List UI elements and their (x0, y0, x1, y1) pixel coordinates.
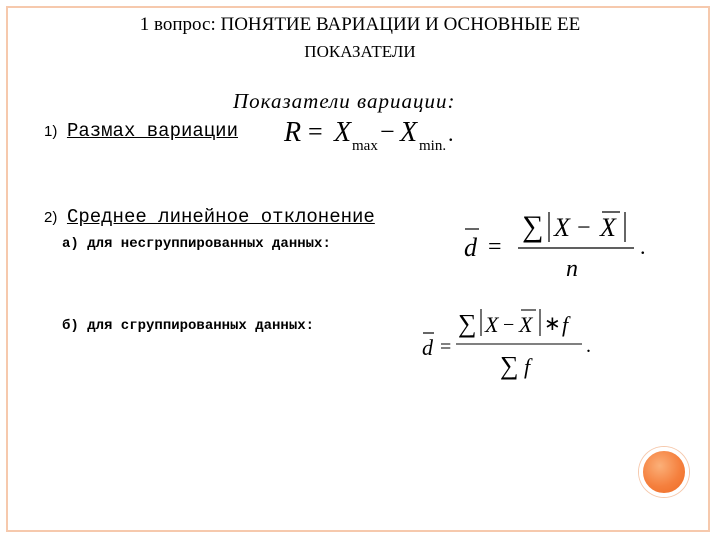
formula-subscript: max (352, 138, 378, 154)
formula-symbol: − (380, 117, 395, 146)
formula-symbol: . (586, 335, 591, 357)
formula-sum-sign: ∑ (500, 351, 519, 380)
formula-subscript: min. (419, 138, 447, 154)
subheading: Показатели вариации: (233, 89, 456, 113)
formula-symbol: . (640, 234, 646, 259)
formula-symbol: = (488, 234, 502, 260)
list-item-range (44, 120, 238, 142)
formula-symbol: − (577, 215, 591, 241)
formula-symbol: f (524, 354, 531, 379)
formula-symbol: = (308, 117, 323, 146)
list-item-label: Среднее линейное отклонение (66, 206, 375, 228)
formula-symbol: X (334, 117, 352, 148)
formula-symbol: = (440, 336, 452, 358)
formula-symbol: d (422, 335, 433, 360)
formula-symbol: f (562, 312, 569, 337)
subitem-grouped: б) для сгруппированных данных: (62, 318, 315, 334)
list-item-number: 2) (44, 209, 58, 226)
formula-sum-sign: ∑ (522, 210, 544, 243)
formula-symbol: − (503, 314, 515, 336)
formula-symbol: d (464, 233, 477, 262)
formula-symbol: . (448, 121, 454, 146)
formula-symbol: X (554, 213, 570, 242)
decorative-orange-circle (639, 447, 689, 497)
list-item-label: Размах вариации (66, 120, 238, 142)
formula-symbol: n (566, 256, 578, 282)
formula-symbol: R (284, 117, 302, 148)
title-line-2: ПОКАЗАТЕЛИ (304, 42, 416, 61)
subitem-ungrouped: а) для несгруппированных данных: (62, 236, 331, 252)
formula-range (282, 108, 482, 158)
list-item-mean-deviation (44, 206, 375, 228)
list-item-number: 1) (44, 123, 58, 140)
formula-symbol: X (400, 117, 418, 148)
formula-ungrouped (462, 206, 662, 290)
formula-symbol: ∗ (544, 313, 561, 335)
formula-symbol: X (519, 312, 533, 337)
formula-sum-sign: ∑ (458, 309, 477, 338)
formula-symbol: X (600, 213, 616, 242)
title-line-1: 1 вопрос: ПОНЯТИЕ ВАРИАЦИИ И ОСНОВНЫЕ ЕЕ (139, 14, 581, 35)
formula-grouped (418, 300, 618, 386)
formula-symbol: X (485, 312, 499, 337)
